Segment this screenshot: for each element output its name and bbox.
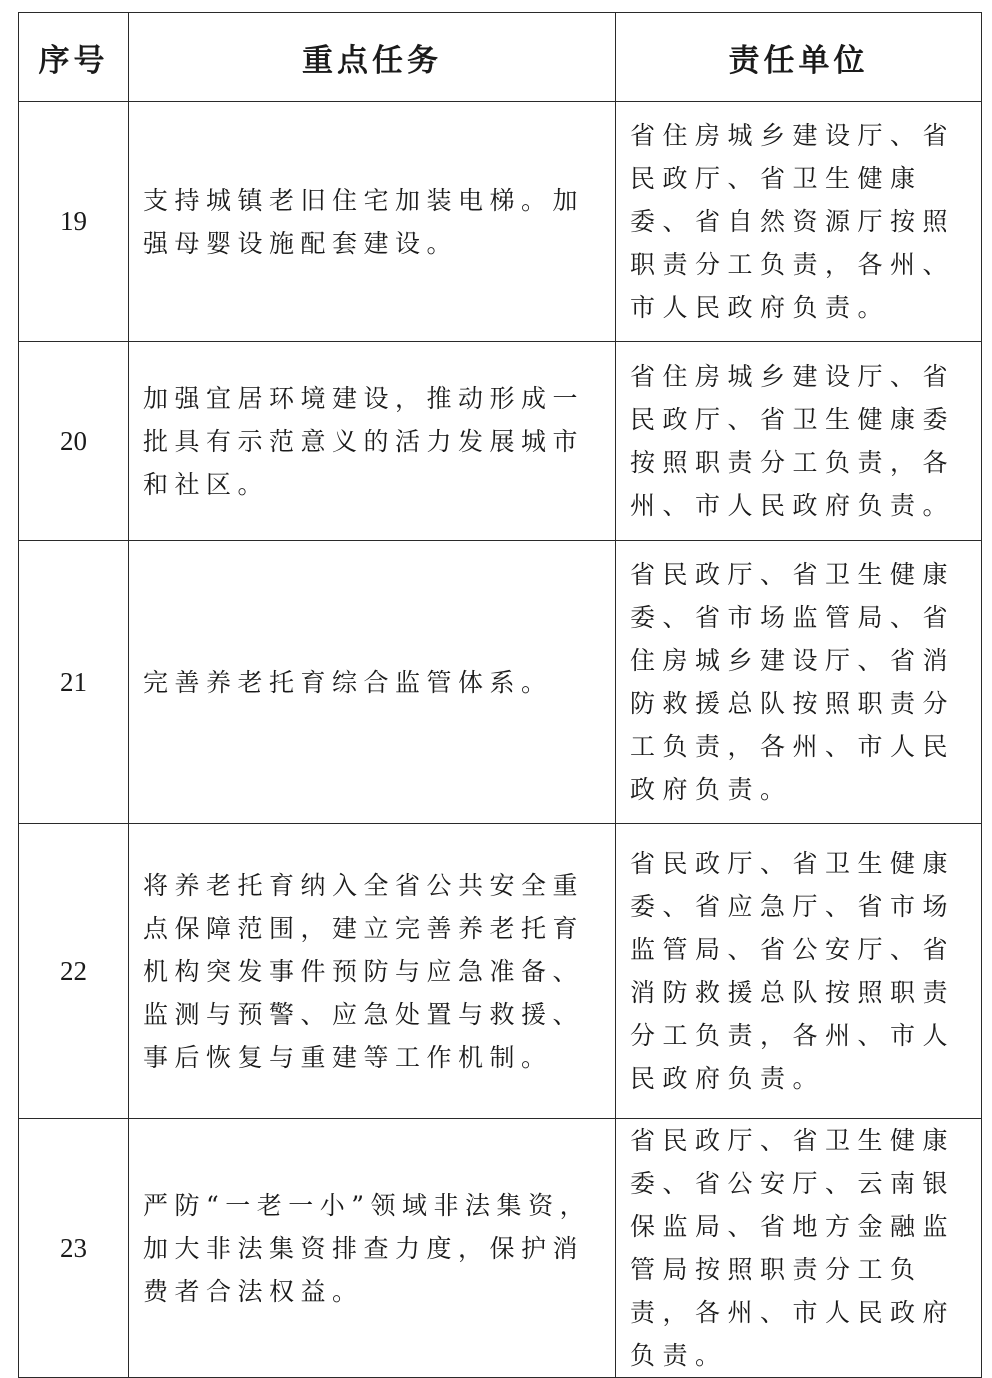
header-unit: 责任单位 — [616, 13, 982, 102]
row-index: 23 — [19, 1119, 129, 1378]
row-unit — [616, 342, 982, 541]
row-unit — [616, 824, 982, 1119]
table-header-row — [19, 13, 982, 102]
row-task — [129, 824, 616, 1119]
task-table — [18, 12, 982, 1378]
row-index: 22 — [19, 824, 129, 1119]
row-index: 20 — [19, 342, 129, 541]
header-task: 重点任务 — [129, 13, 616, 102]
row-task-text: 加强宜居环境建设，推动形成一批具有示范意义的活力发展城市和社区。 — [143, 383, 585, 499]
row-index: 19 — [19, 102, 129, 342]
row-task — [129, 102, 616, 342]
row-task — [129, 342, 616, 541]
header-index: 序号 — [19, 13, 129, 102]
row-task-text: 严防“一老一小”领域非法集资，加大非法集资排查力度，保护消费者合法权益。 — [143, 1190, 592, 1306]
table-row — [19, 824, 982, 1119]
row-unit — [616, 541, 982, 824]
row-unit-text: 省住房城乡建设厅、省民政厅、省卫生健康委按照职责分工负责，各州、市人民政府负责。 — [630, 362, 956, 520]
table-row — [19, 342, 982, 541]
row-unit-text: 省住房城乡建设厅、省民政厅、省卫生健康委、省自然资源厅按照职责分工负责，各州、市人民政府负责。 — [630, 121, 956, 322]
table-row — [19, 102, 982, 342]
row-task-text: 支持城镇老旧住宅加装电梯。加强母婴设施配套建设。 — [143, 185, 585, 258]
row-unit-text: 省民政厅、省卫生健康委、省市场监管局、省住房城乡建设厅、省消防救援总队按照职责分工负责，各州、市人民政府负责。 — [630, 560, 956, 804]
row-task-text: 完善养老托育综合监管体系。 — [143, 667, 553, 697]
row-task-text: 将养老托育纳入全省公共安全重点保障范围，建立完善养老托育机构突发事件预防与应急准备、监测与预警、应急处置与救援、事后恢复与重建等工作机制。 — [143, 870, 585, 1072]
row-unit-text: 省民政厅、省卫生健康委、省应急厅、省市场监管局、省公安厅、省消防救援总队按照职责分工负责，各州、市人民政府负责。 — [630, 849, 956, 1093]
task-table-container — [18, 12, 981, 1378]
row-unit-text: 省民政厅、省卫生健康委、省公安厅、云南银保监局、省地方金融监管局按照职责分工负责，各州、市人民政府负责。 — [630, 1126, 956, 1370]
row-unit — [616, 1119, 982, 1378]
row-task — [129, 541, 616, 824]
table-row — [19, 1119, 982, 1378]
row-unit — [616, 102, 982, 342]
table-row — [19, 541, 982, 824]
row-task — [129, 1119, 616, 1378]
row-index: 21 — [19, 541, 129, 824]
